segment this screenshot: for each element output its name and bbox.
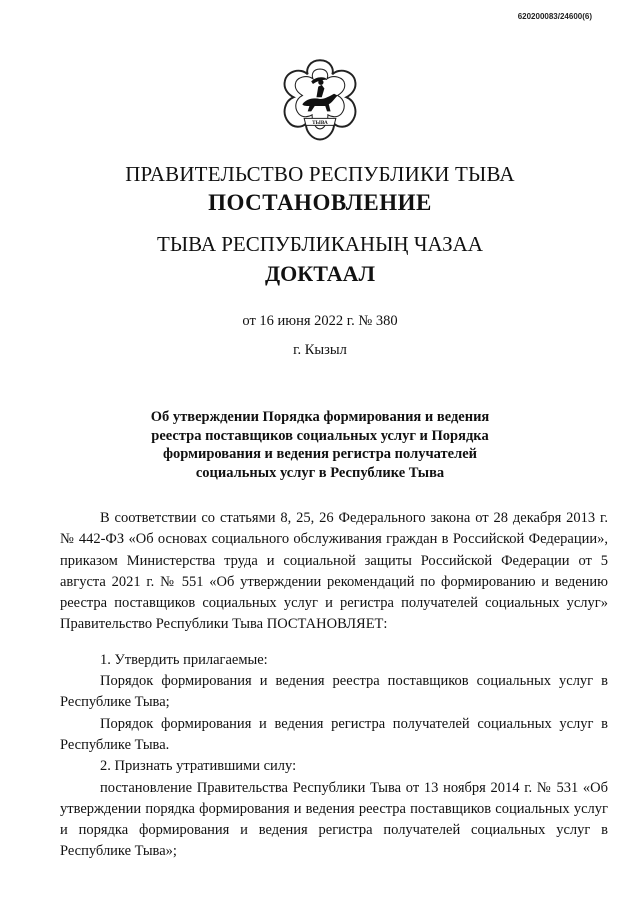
emblem-label: ТЫВА — [312, 120, 328, 127]
decree-label-tyv: ДОКТААЛ — [265, 261, 375, 286]
decree-body — [60, 508, 608, 863]
decree-title: Об утверждении Порядка формирования и ведения реестра поставщиков социальных услуг и Порядка формирования и ведения регистра получателей социальных услуг в Республике Тыва — [150, 409, 490, 481]
paragraph: постановление Правительства Республики Тыва от 13 ноября 2014 г. № 531 «Об утверждении порядка формирования и ведения реестра поставщиков социальных услуг и порядка формирования и ведения регистра получателей социальных услуг в Республике Тыва»; — [60, 779, 608, 860]
decree-label-ru: ПОСТАНОВЛЕНИЕ — [208, 190, 432, 215]
paragraph: 1. Утвердить прилагаемые: — [100, 651, 268, 668]
document-number: 620200083/24600(6) — [517, 12, 592, 21]
paragraph: Порядок формирования и ведения реестра поставщиков социальных услуг в Республике Тыва; — [60, 673, 608, 711]
paragraph: В соответствии со статьями 8, 25, 26 Федерального закона от 28 декабря 2013 г. № 442-ФЗ «Об основах социального обслуживания граждан в Российской Федерации», приказом Министерства труда и социальной защиты Российской Федерации от 5 августа 2021 г. № 551 «Об утверждении рекомендаций по формированию и ведению реестра поставщиков социальных услуг и регистра получателей социальных услуг» Правительство Республики Тыва ПОСТАНОВЛЯЕТ: — [60, 510, 608, 633]
decree-city: г. Кызыл — [293, 342, 347, 358]
government-name-tyv: ТЫВА РЕСПУБЛИКАНЫҢ ЧАЗАА — [157, 232, 483, 256]
government-name-ru: ПРАВИТЕЛЬСТВО РЕСПУБЛИКИ ТЫВА — [125, 162, 515, 186]
decree-date: от 16 июня 2022 г. № 380 — [242, 313, 398, 329]
paragraph: Порядок формирования и ведения регистра получателей социальных услуг в Республике Тыва. — [60, 715, 608, 753]
tuva-coat-of-arms-icon — [276, 55, 364, 143]
paragraph: 2. Признать утратившими силу: — [100, 758, 297, 775]
